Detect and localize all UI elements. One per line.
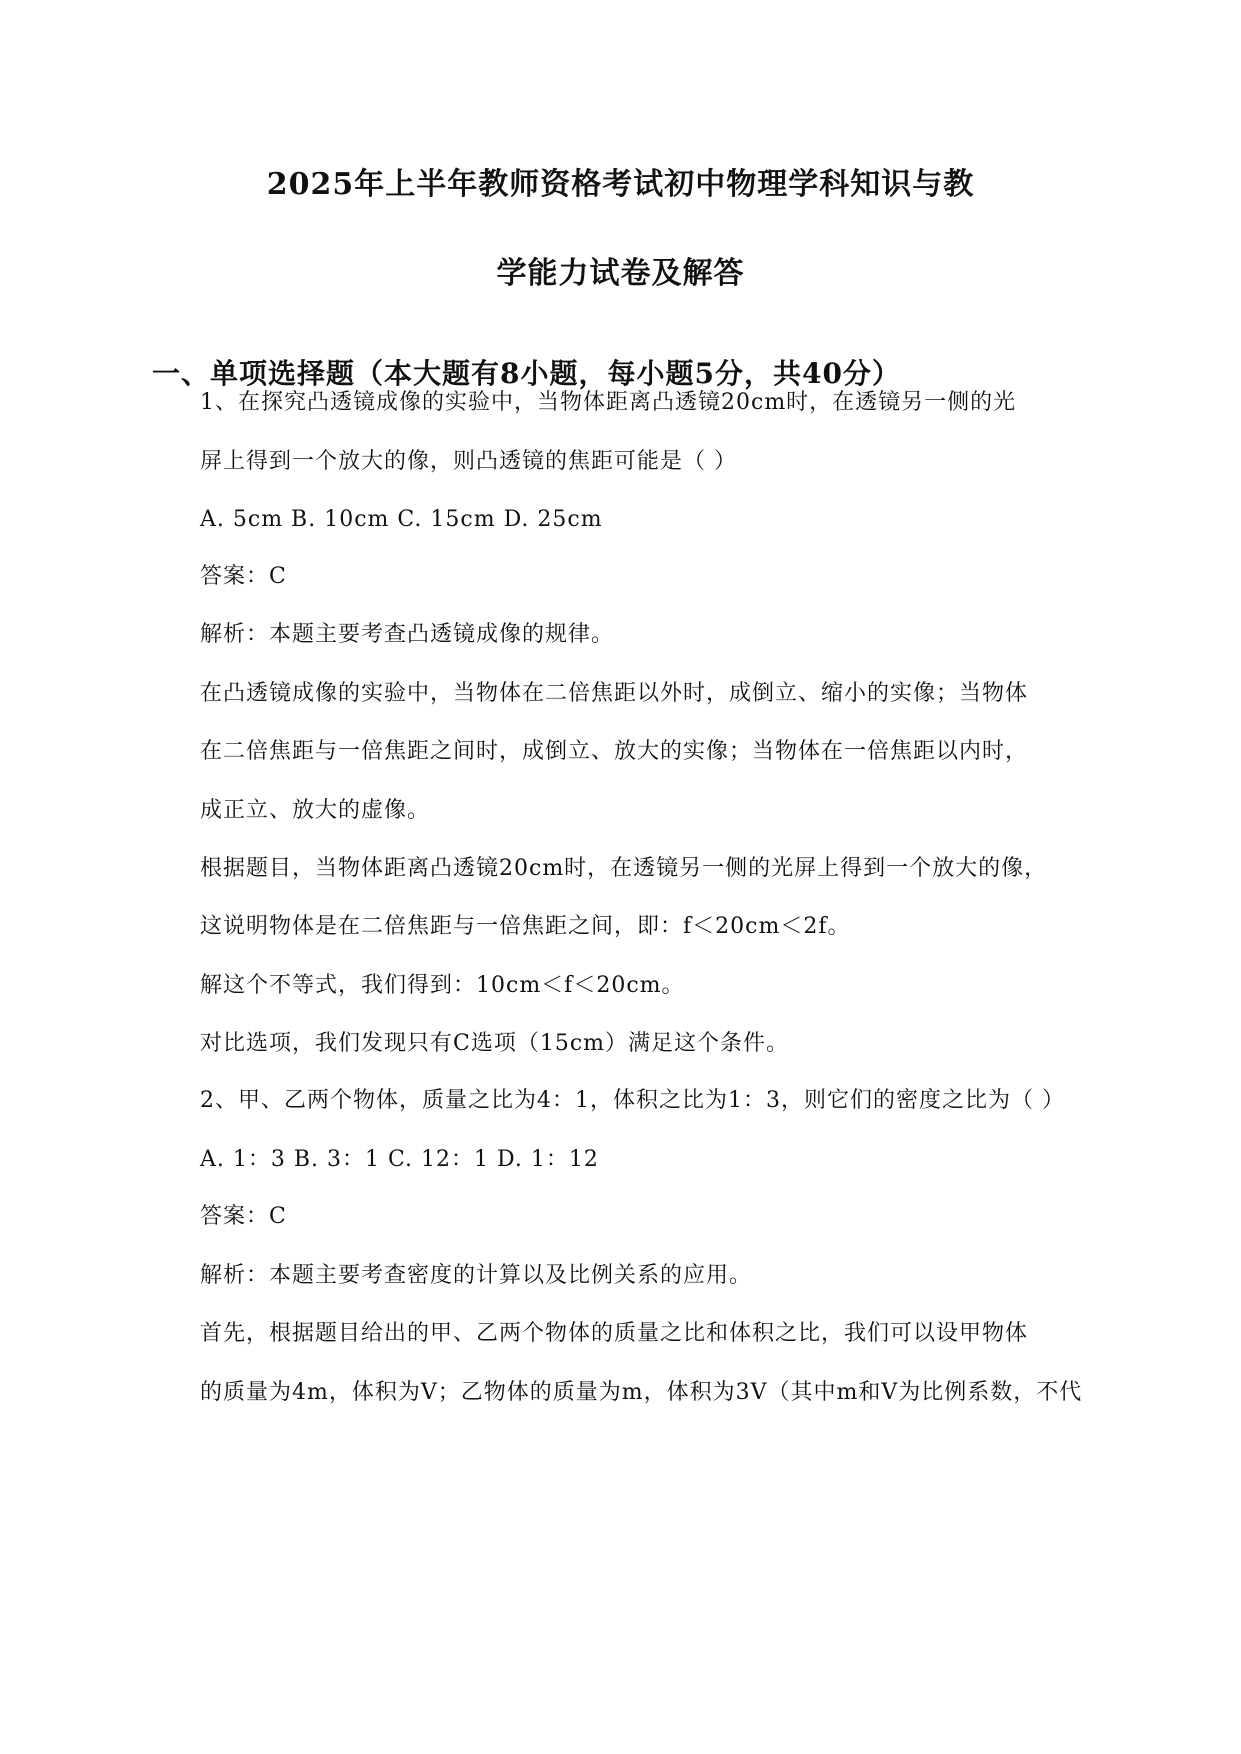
text-line: 根据题目，当物体距离凸透镜20cm时，在透镜另一侧的光屏上得到一个放大的像， bbox=[200, 856, 1048, 881]
text-line: 成正立、放大的虚像。 bbox=[200, 798, 431, 823]
text-line: 首先，根据题目给出的甲、乙两个物体的质量之比和体积之比，我们可以设甲物体 bbox=[200, 1321, 1029, 1346]
answer-line: 答案：C bbox=[200, 564, 287, 589]
answer-options: A. 1：3 B. 3：1 C. 12：1 D. 1：12 bbox=[200, 1147, 599, 1172]
text-line: 这说明物体是在二倍焦距与一倍焦距之间，即：f＜20cm＜2f。 bbox=[200, 914, 851, 939]
text-line: 在二倍焦距与一倍焦距之间时，成倒立、放大的实像；当物体在一倍焦距以内时， bbox=[200, 739, 1029, 764]
section-heading: 一、单项选择题（本大题有8小题，每小题5分，共40分） bbox=[152, 357, 901, 390]
document-title-line-2: 学能力试卷及解答 bbox=[496, 256, 745, 291]
document-title-line-1: 2025年上半年教师资格考试初中物理学科知识与教 bbox=[266, 167, 975, 202]
text-line: 1、在探究凸透镜成像的实验中，当物体距离凸透镜20cm时，在透镜另一侧的光 bbox=[200, 390, 1017, 415]
text-line: 的质量为4m，体积为V；乙物体的质量为m，体积为3V（其中m和V为比例系数，不代 bbox=[200, 1380, 1083, 1405]
text-line: 解析：本题主要考查凸透镜成像的规律。 bbox=[200, 622, 615, 647]
text-line: 2、甲、乙两个物体，质量之比为4：1，体积之比为1：3，则它们的密度之比为（ ） bbox=[200, 1088, 1065, 1113]
text-line: 解这个不等式，我们得到：10cm＜f＜20cm。 bbox=[200, 973, 685, 998]
answer-line: 答案：C bbox=[200, 1204, 287, 1229]
text-line: 在凸透镜成像的实验中，当物体在二倍焦距以外时，成倒立、缩小的实像；当物体 bbox=[200, 681, 1029, 706]
text-line: 解析：本题主要考查密度的计算以及比例关系的应用。 bbox=[200, 1263, 753, 1288]
text-line: 对比选项，我们发现只有C选项（15cm）满足这个条件。 bbox=[200, 1031, 790, 1056]
answer-options: A. 5cm B. 10cm C. 15cm D. 25cm bbox=[200, 507, 603, 532]
text-line: 屏上得到一个放大的像，则凸透镜的焦距可能是（ ） bbox=[200, 449, 737, 474]
